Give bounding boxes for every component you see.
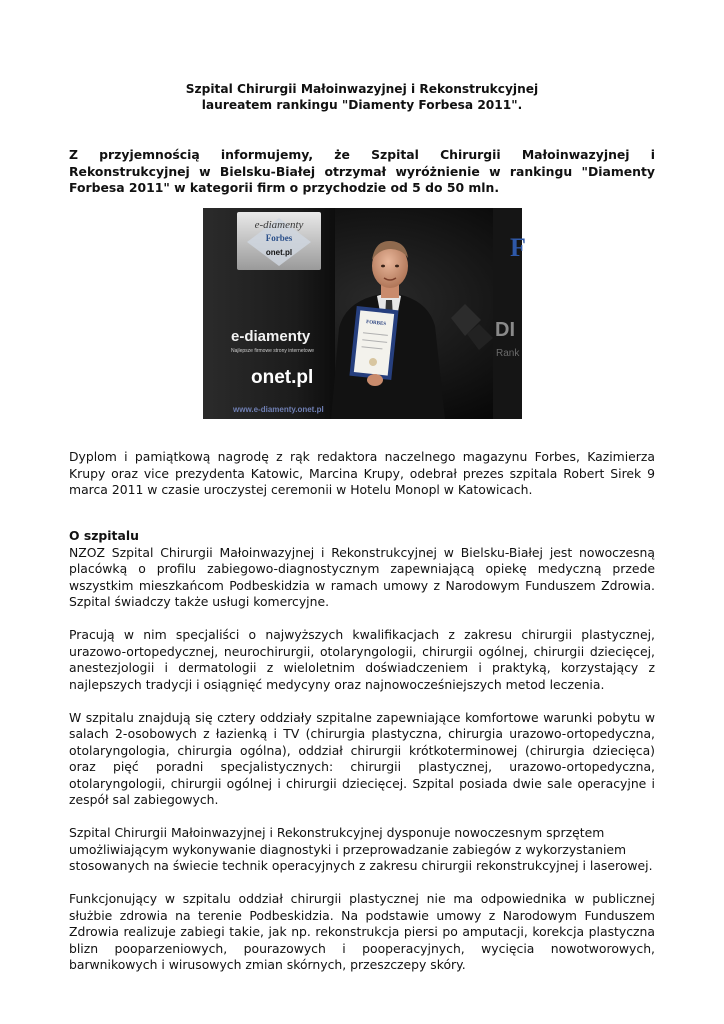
photo-caption: Dyplom i pamiątkową nagrodę z rąk redaktora naczelnego magazynu Forbes, Kazimierza Krupy oraz vice prezydenta Katowic, Marcina Krupy, odebrał prezes szpitala Robert Sirek 9 marca 2011 w czasie uroczystej ceremonii w Hotelu Monopl w Katowicach. xyxy=(69,449,655,497)
banner-text-1: e-diamenty xyxy=(254,219,304,231)
about-paragraph-1: NZOZ Szpital Chirurgii Małoinwazyjnej i Rekonstrukcyjnej w Bielsku-Białej jest nowoczesną placówką o profilu zabiegowo-diagnostycznym zapewniającą opiekę medyczną przede wszystkim mieszkańcom Podbeskidzia w ramach umowy z Narodowym Funduszem Zdrowia. Szpital świadczy także usługi komercyjne. xyxy=(69,544,655,609)
about-paragraph-4: Szpital Chirurgii Małoinwazyjnej i Rekonstrukcyjnej dysponuje nowoczesnym sprzętem umożliwiającym wykonywanie diagnostyki i przeprowadzanie zabiegów z wykorzystaniem stosowanych na świecie technik operacyjnych z zakresu chirurgii rekonstrukcyjnej i laserowej. xyxy=(69,825,653,873)
lead-paragraph: Z przyjemnością informujemy, że Szpital Chirurgii Małoinwazyjnej i Rekonstrukcyjnej w Bielsku-Białej otrzymał wyróżnienie w rankingu "Diamenty Forbesa 2011" w kategorii firm o przychodzie od 5 do 50 mln. xyxy=(69,147,655,195)
right-letter: F xyxy=(510,233,526,262)
about-paragraph-2: Pracują w nim specjaliści o najwyższych kwalifikacjach z zakresu chirurgii plastycznej, urazowo-ortopedycznej, neurochirurgii, otolaryngologii, chirurgii ogólnej, chirurgii dziecięcej, anestezjologii i dermatologii z wieloletnim doświadczeniem i praktyką, korzystający z najlepszych tradycji i osiągnięć medycyny oraz najnowocześniejszych metod leczenia. xyxy=(69,627,655,692)
banner-text-2: Forbes xyxy=(265,233,293,243)
wall-subtitle: Najlepsze firmowe strony internetowe xyxy=(231,348,315,354)
diploma-label: FORBES xyxy=(365,320,387,328)
right-subtext: Rank xyxy=(496,348,520,359)
about-section xyxy=(69,528,655,974)
about-heading: O szpitalu xyxy=(69,528,139,543)
wall-logo: onet.pl xyxy=(251,367,314,388)
right-text: DI xyxy=(495,319,515,341)
banner-text-3: onet.pl xyxy=(265,248,293,257)
title-line-1: Szpital Chirurgii Małoinwazyjnej i Rekonstrukcyjnej xyxy=(185,82,539,96)
wall-url: www.e-diamenty.onet.pl xyxy=(233,405,324,414)
award-photo xyxy=(203,208,526,419)
document-title xyxy=(69,82,655,113)
wall-title: e-diamenty xyxy=(231,328,311,345)
about-paragraph-5: Funkcjonujący w szpitalu oddział chirurgii plastycznej nie ma odpowiednika w publicznej służbie zdrowia na terenie Podbeskidzia. Na podstawie umowy z Narodowym Funduszem Zdrowia realizuje zabiegi takie, jak np. rekonstrukcja piersi po amputacji, korekcja plastyczna blizn pooparzeniowych, pourazowych i pooperacyjnych, wycięcia nowotworowych, barwnikowych i wirusowych zmian skórnych, przeszczepy skóry. xyxy=(69,891,655,972)
about-paragraph-3: W szpitalu znajdują się cztery oddziały szpitalne zapewniające komfortowe warunki pobytu w salach 2-osobowych z łazienką i TV (chirurgia plastyczna, chirurgia urazowo-ortopedyczna, otolaryngologia, chirurgia ogólna), oddział chirurgii krótkoterminowej (chirurgia dziecięca) oraz pięć poradni specjalistycznych: chirurgii plastycznej, urazowo-ortopedyczna, otolaryngologii, chirurgii ogólnej i chirurgii dziecięcej. Szpital posiada dwie sale operacyjne i zespół sal zabiegowych. xyxy=(69,709,655,807)
title-line-2: laureatem rankingu "Diamenty Forbesa 2011". xyxy=(201,97,523,112)
